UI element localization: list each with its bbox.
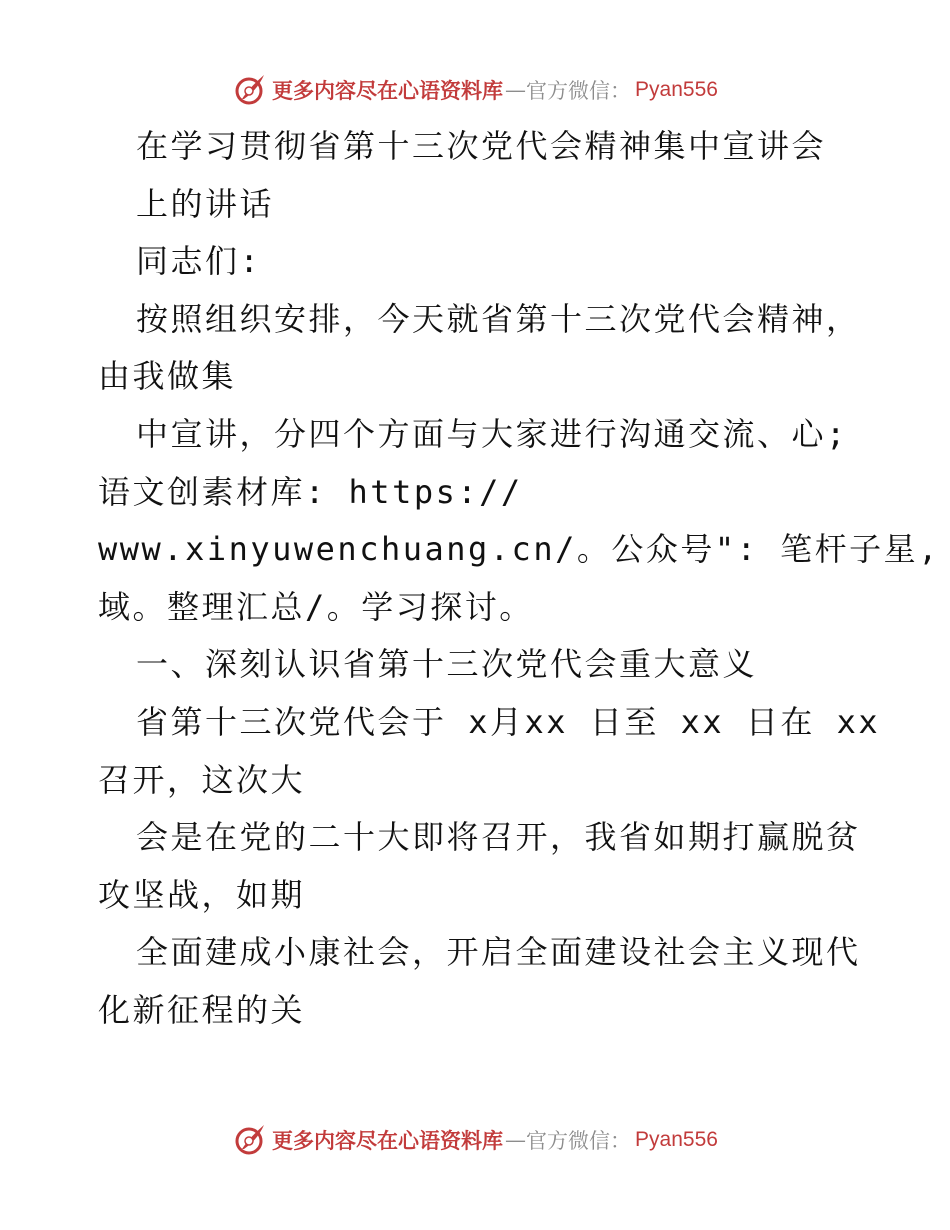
banner-wechat-label: 官方微信： [526,79,632,103]
text-line: 上的讲话 [136,184,275,223]
text-line: 中宣讲，分四个方面与大家进行沟通交流、心; [136,414,848,453]
quill-globe-logo-icon [232,72,268,108]
banner-title: 更多内容尽在心语资料库 [272,1128,504,1153]
text-line: 召开，这次大 [98,760,306,799]
text-line: 在学习贯彻省第十三次党代会精神集中宣讲会 [136,127,827,165]
banner-wechat-id: Pyan556 [635,1128,718,1151]
text-line: 语文创素材库: https:// [98,472,523,511]
banner-title: 更多内容尽在心语资料库 [272,78,504,103]
text-line: 由我做集 [98,357,237,396]
quill-globe-logo-icon [232,1122,268,1158]
text-line: 全面建成小康社会，开启全面建设社会主义现代 [136,933,861,972]
text-line: 按照组织安排，今天就省第十三次党代会精神， [136,299,861,338]
text-line: www.xinyuwenchuang.cn/。公众号": 笔杆子星, [98,530,940,569]
text-line: 域。整理汇总/。学习探讨。 [98,587,534,626]
text-line: 攻坚战，如期 [98,875,306,914]
header-banner [0,70,950,110]
banner-wechat-label: 官方微信： [526,1129,632,1153]
banner-separator: — [505,1128,527,1152]
banner-wechat-id: Pyan556 [635,78,718,101]
text-line: 一、深刻认识省第十三次党代会重大意义 [136,645,758,684]
text-line: 省第十三次党代会于 x月xx 日至 xx 日在 xx [136,702,881,741]
text-line: 化新征程的关 [98,990,306,1029]
banner-separator: — [505,78,527,102]
text-line: 同志们: [136,242,262,281]
text-line: 会是在党的二十大即将召开，我省如期打赢脱贫 [136,818,861,857]
footer-banner [0,1120,950,1160]
document-body [98,118,940,1040]
